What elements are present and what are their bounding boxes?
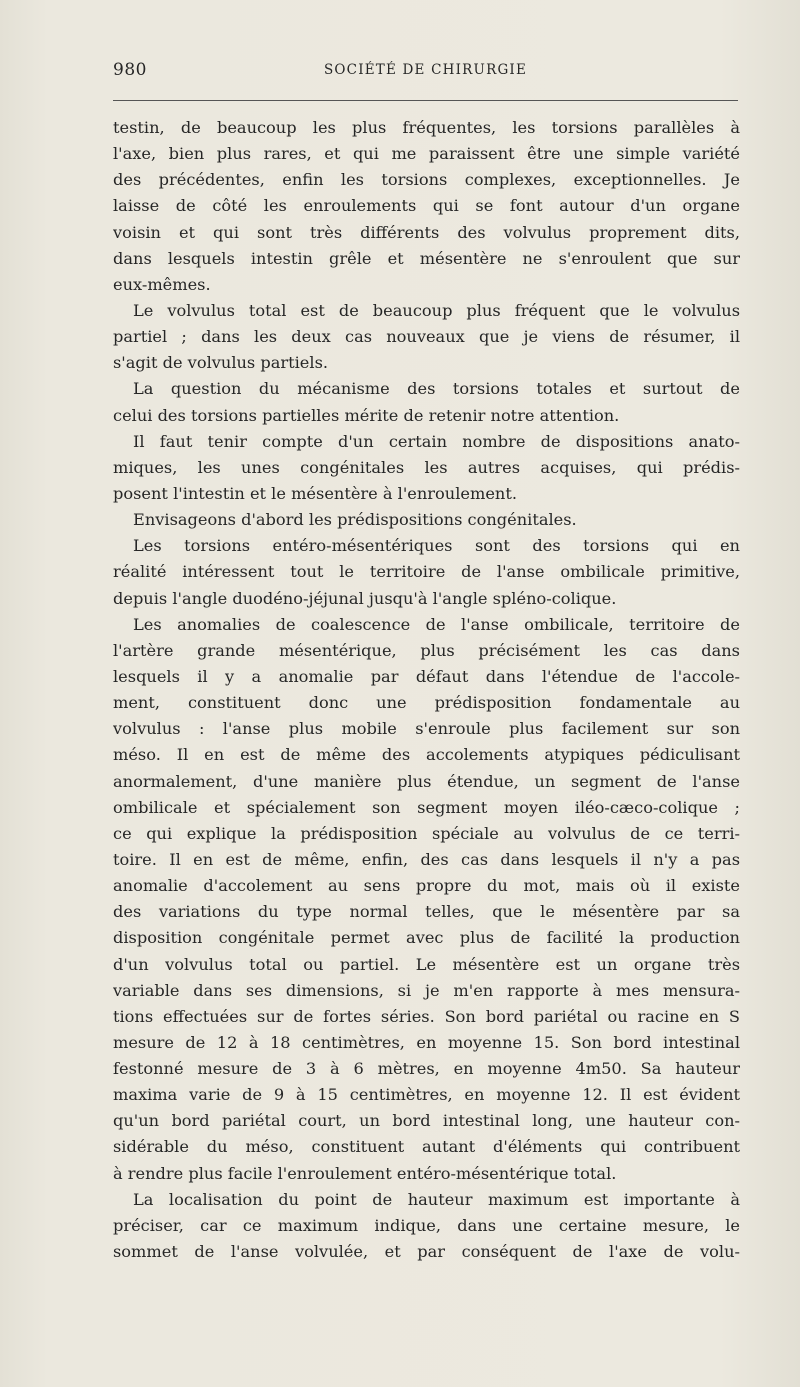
page-header (113, 60, 738, 82)
text-line: méso. Il en est de même des accolements atypiques pédiculisant (113, 745, 740, 765)
page-number: 980 (113, 60, 147, 80)
text-line: disposition congénitale permet avec plus de facilité la production (113, 928, 740, 948)
text-line: Le volvulus total est de beaucoup plus fréquent que le volvulus (133, 300, 740, 320)
text-line: l'axe, bien plus rares, et qui me paraissent être une simple variété (113, 144, 740, 164)
text-line: anormalement, d'une manière plus étendue, un segment de l'anse (113, 771, 740, 791)
text-line: celui des torsions partielles mérite de retenir notre attention. (113, 405, 620, 425)
text-line: Il faut tenir compte d'un certain nombre de dispositions anato- (133, 431, 740, 451)
text-line: tions effectuées sur de fortes séries. Son bord pariétal ou racine en S (113, 1006, 740, 1026)
text-line: à rendre plus facile l'enroulement entéro-mésentérique total. (113, 1163, 617, 1183)
text-line: des variations du type normal telles, que le mésentère par sa (113, 902, 740, 922)
text-line: La localisation du point de hauteur maximum est importante à (133, 1189, 740, 1209)
text-line: préciser, car ce maximum indique, dans une certaine mesure, le (113, 1215, 740, 1235)
text-line: depuis l'angle duodéno-jéjunal jusqu'à l'angle spléno-colique. (113, 588, 617, 608)
text-line: eux-mêmes. (113, 274, 211, 294)
text-line: Les anomalies de coalescence de l'anse ombilicale, territoire de (133, 614, 740, 634)
header-rule (113, 100, 738, 101)
text-line: laisse de côté les enroulements qui se font autour d'un organe (113, 196, 740, 216)
text-line: sidérable du méso, constituent autant d'éléments qui contribuent (113, 1137, 740, 1157)
text-line: variable dans ses dimensions, si je m'en rapporte à mes mensura- (113, 980, 740, 1000)
text-line: ce qui explique la prédisposition spéciale au volvulus de ce terri- (113, 823, 740, 843)
text-line: l'artère grande mésentérique, plus précisément les cas dans (113, 640, 740, 660)
text-line: testin, de beaucoup les plus fréquentes, les torsions parallèles à (113, 118, 740, 137)
text-line: réalité intéressent tout le territoire de l'anse ombilicale primitive, (113, 562, 740, 582)
text-line: voisin et qui sont très différents des volvulus proprement dits, (113, 222, 740, 242)
text-line: posent l'intestin et le mésentère à l'enroulement. (113, 483, 517, 503)
text-line: anomalie d'accolement au sens propre du mot, mais où il existe (113, 876, 740, 896)
text-line: partiel ; dans les deux cas nouveaux que je viens de résumer, il (113, 327, 740, 347)
text-line: mesure de 12 à 18 centimètres, en moyenne 15. Son bord intestinal (113, 1032, 740, 1052)
text-line: dans lesquels intestin grêle et mésentère ne s'enroulent que sur (113, 248, 740, 268)
text-line: Envisageons d'abord les prédispositions congénitales. (133, 510, 577, 530)
text-line: La question du mécanisme des torsions totales et surtout de (133, 379, 740, 399)
text-line: qu'un bord pariétal court, un bord intestinal long, une hauteur con- (113, 1111, 740, 1131)
text-line: sommet de l'anse volvulée, et par conséquent de l'axe de volu- (113, 1242, 740, 1262)
text-line: s'agit de volvulus partiels. (113, 353, 329, 373)
text-line: miques, les unes congénitales les autres acquises, qui prédis- (113, 457, 740, 477)
body-text (113, 115, 740, 1265)
text-line: volvulus : l'anse plus mobile s'enroule plus facilement sur son (113, 719, 740, 739)
text-line: Les torsions entéro-mésentériques sont des torsions qui en (133, 536, 740, 556)
text-line: toire. Il en est de même, enfin, des cas dans lesquels il n'y a pas (113, 849, 740, 869)
text-line: des précédentes, enfin les torsions complexes, exceptionnelles. Je (113, 170, 740, 190)
text-line: lesquels il y a anomalie par défaut dans l'étendue de l'accole- (113, 666, 740, 686)
text-line: maxima varie de 9 à 15 centimètres, en moyenne 12. Il est évident (113, 1085, 740, 1105)
text-line: d'un volvulus total ou partiel. Le mésentère est un organe très (113, 954, 740, 974)
text-line: ombilicale et spécialement son segment moyen iléo-cæco-colique ; (113, 797, 740, 817)
running-head: SOCIÉTÉ DE CHIRURGIE (323, 62, 528, 78)
text-line: ment, constituent donc une prédisposition fondamentale au (113, 693, 740, 713)
text-line: festonné mesure de 3 à 6 mètres, en moyenne 4m50. Sa hauteur (113, 1059, 740, 1079)
